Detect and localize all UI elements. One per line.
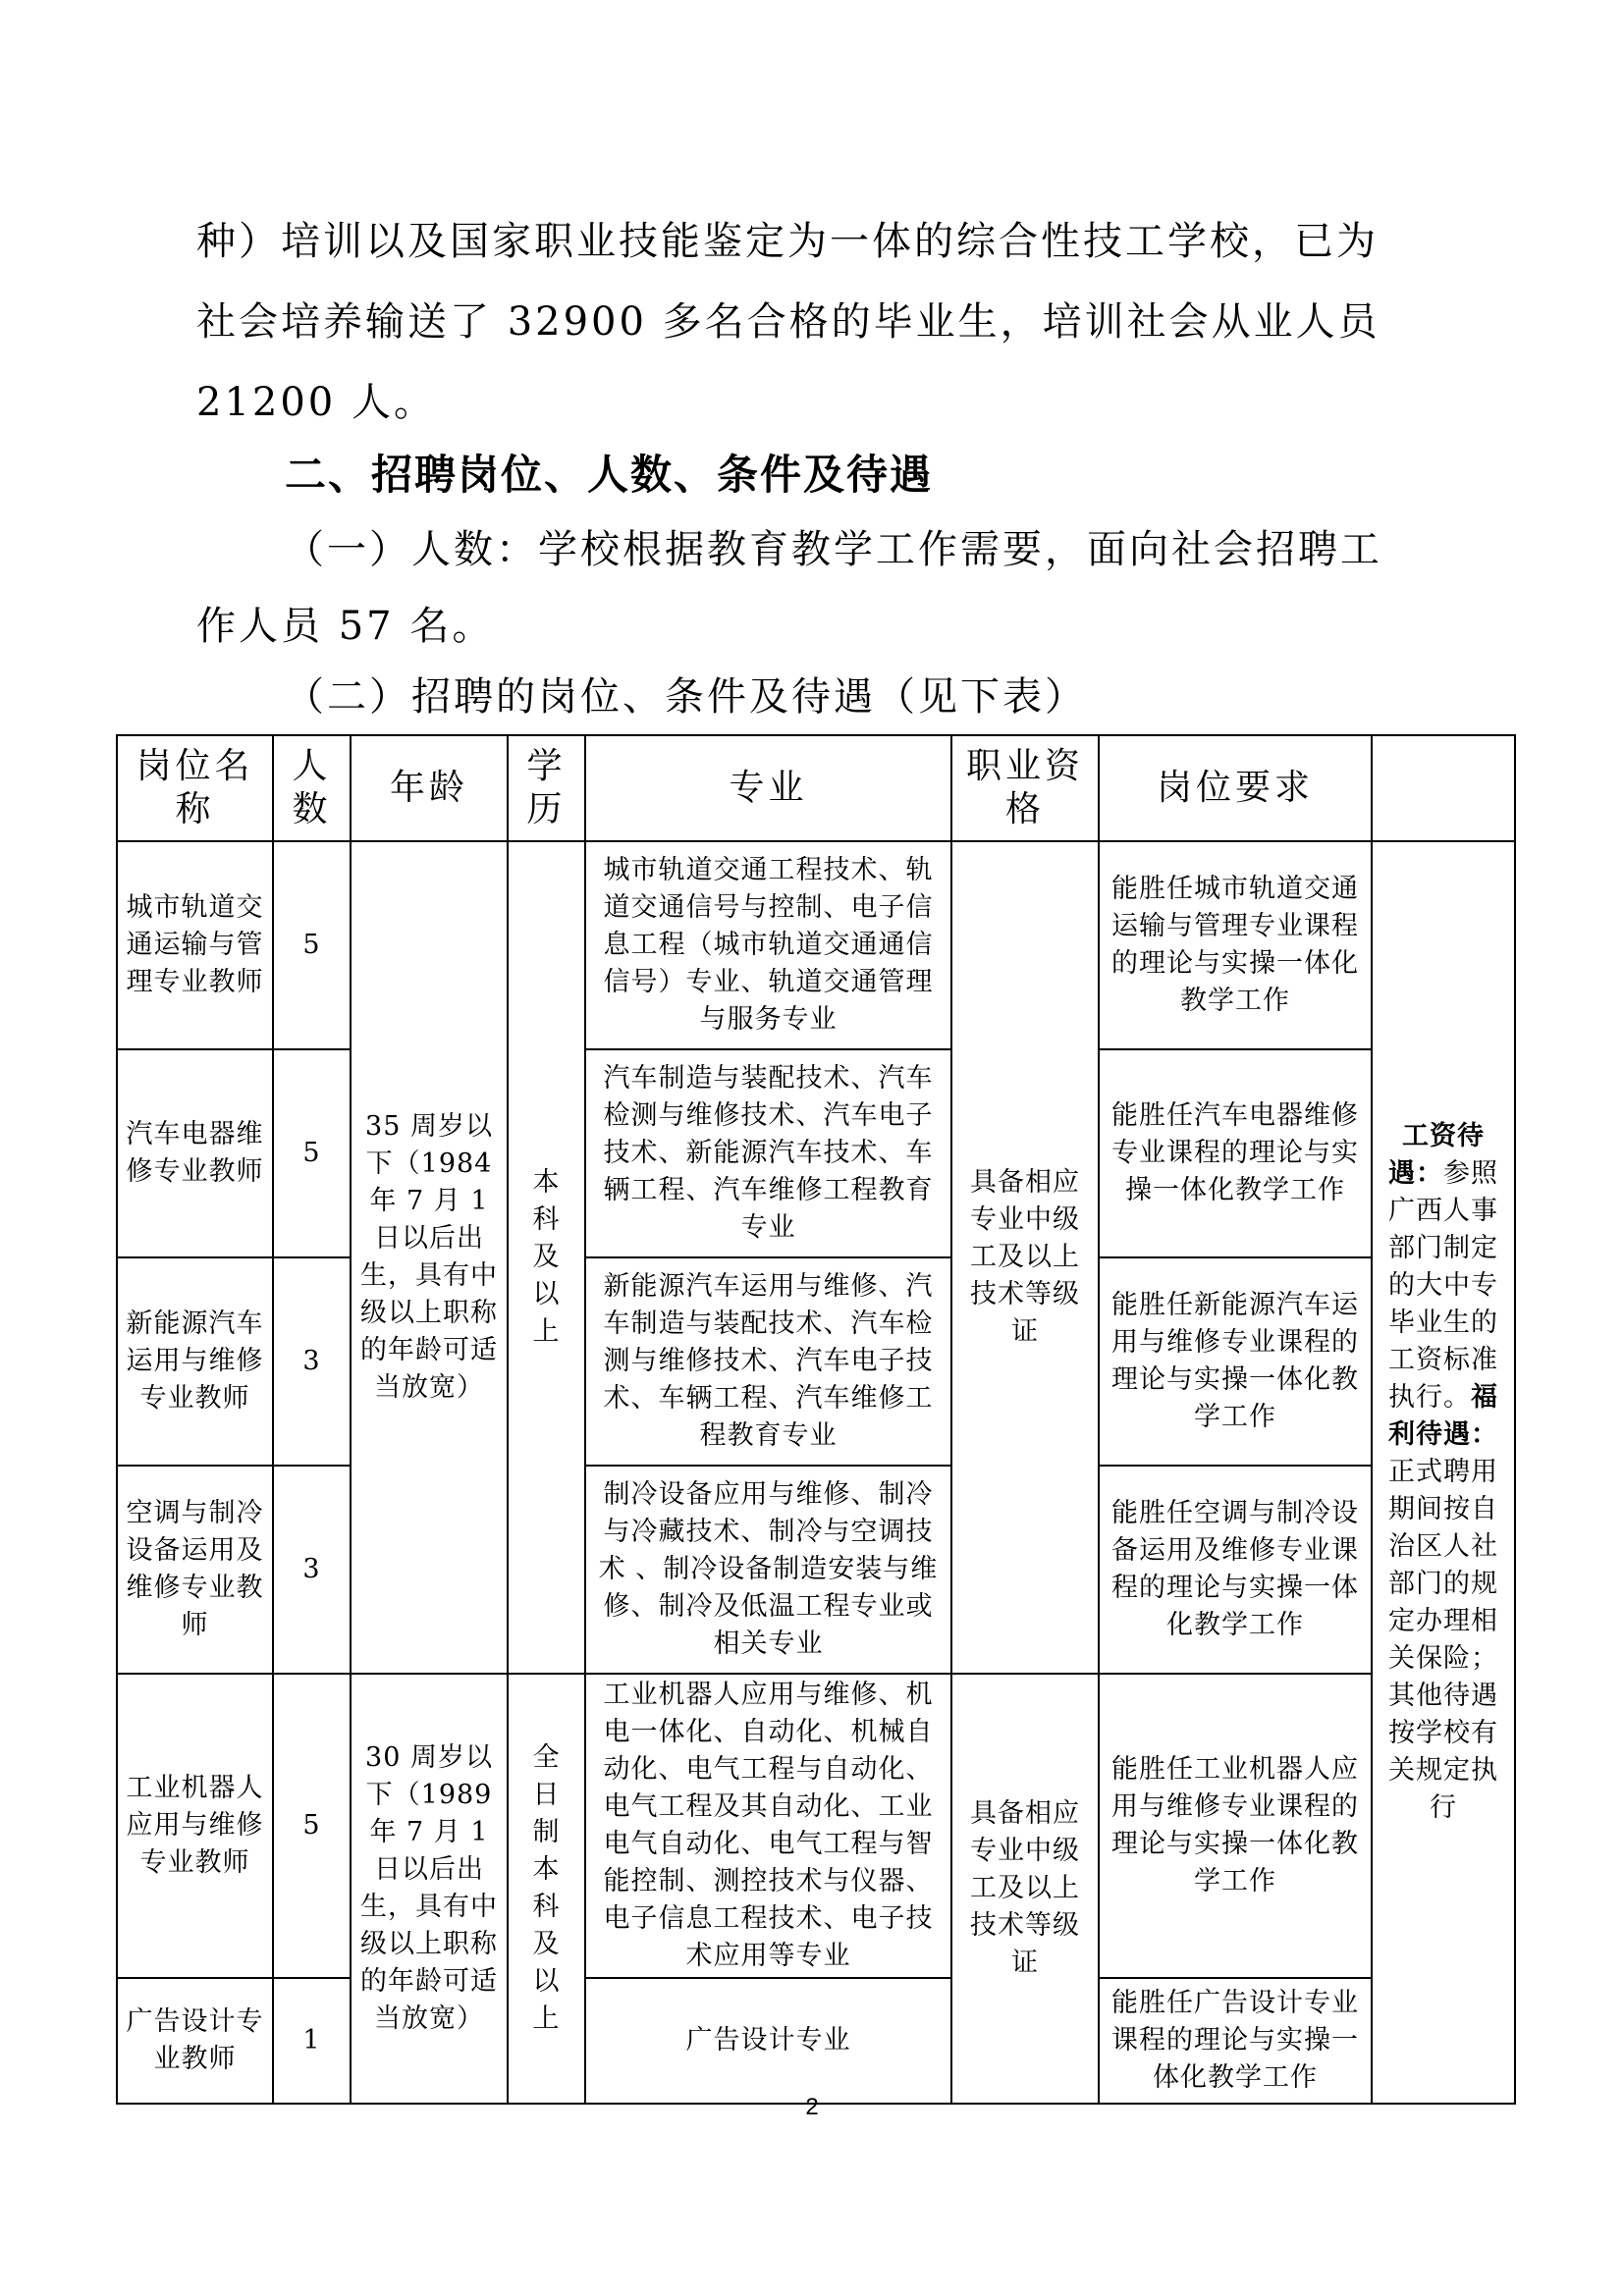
table-row [117,1674,1515,1978]
intro-line-3: 21200 人。 [196,380,436,425]
cell-post: 新能源汽车运用与维修专业教师 [117,1257,273,1466]
count-line-2: 作人员 57 名。 [196,604,495,649]
welfare-text: 正式聘用期间按自治区人社部门的规定办理相关保险；其他待遇按学校有关规定执行 [1388,1457,1498,1823]
header-post: 岗位名称 [117,735,273,841]
table-row [117,1257,1515,1466]
cell-major: 新能源汽车运用与维修、汽车制造与装配技术、汽车检测与维修技术、汽车电子技术、车辆工程、汽车维修工程教育专业 [585,1257,951,1466]
count-line-1: （一）人数：学校根据教育教学工作需要，面向社会招聘工 [285,527,1382,572]
cell-post: 城市轨道交通运输与管理专业教师 [117,841,273,1049]
cell-edu-group-1: 本科及以上 [508,841,585,1674]
cell-req: 能胜任空调与制冷设备运用及维修专业课程的理论与实操一体化教学工作 [1099,1466,1372,1674]
cell-qual-group-2: 具备相应专业中级工及以上技术等级证 [951,1674,1099,2104]
cell-count: 5 [273,1674,351,1978]
cell-major: 工业机器人应用与维修、机电一体化、自动化、机械自动化、电气工程与自动化、电气工程及其自动化、工业电气自动化、电气工程与智能控制、测控技术与仪器、电子信息工程技术、电子技术应用等专业 [585,1674,951,1978]
cell-benefit [1372,841,1515,2104]
page-number: 2 [805,2094,819,2120]
cell-major: 广告设计专业 [585,1978,951,2104]
header-edu: 学历 [508,735,585,841]
table-row [117,1466,1515,1674]
cell-count: 5 [273,841,351,1049]
cell-major: 制冷设备应用与维修、制冷与冷藏技术、制冷与空调技术 、制冷设备制造安装与维修、制冷及低温工程专业或相关专业 [585,1466,951,1674]
cell-post: 广告设计专业教师 [117,1978,273,2104]
salary-label: 工资待遇： [1388,1121,1485,1189]
cell-req: 能胜任汽车电器维修专业课程的理论与实操一体化教学工作 [1099,1049,1372,1257]
header-major: 专业 [585,735,951,841]
cell-qual-group-1: 具备相应专业中级工及以上技术等级证 [951,841,1099,1674]
cell-post: 汽车电器维修专业教师 [117,1049,273,1257]
intro-line-2: 社会培养输送了 32900 多名合格的毕业生，培训社会从业人员 [196,299,1380,345]
table-header-row [117,735,1515,841]
salary-text: 参照广西人事部门制定的大中专毕业生的工资标准执行。 [1388,1158,1498,1413]
cell-age-group-1: 35 周岁以下（1984 年 7 月 1 日以后出生，具有中级以上职称的年龄可适当放宽） [351,841,508,1674]
table-caption: （二）招聘的岗位、条件及待遇（见下表） [285,674,1087,720]
table-row [117,1049,1515,1257]
cell-count: 3 [273,1257,351,1466]
cell-req: 能胜任广告设计专业课程的理论与实操一体化教学工作 [1099,1978,1372,2104]
welfare-label: 福利待遇： [1388,1382,1498,1450]
cell-count: 1 [273,1978,351,2104]
cell-req: 能胜任工业机器人应用与维修专业课程的理论与实操一体化教学工作 [1099,1674,1372,1978]
header-qual: 职业资格 [951,735,1099,841]
header-age: 年龄 [351,735,508,841]
cell-req: 能胜任新能源汽车运用与维修专业课程的理论与实操一体化教学工作 [1099,1257,1372,1466]
cell-age-group-2: 30 周岁以下（1989 年 7 月 1 日以后出生，具有中级以上职称的年龄可适当放宽） [351,1674,508,2104]
cell-count: 5 [273,1049,351,1257]
section-heading: 二、招聘岗位、人数、条件及待遇 [285,451,934,499]
cell-count: 3 [273,1466,351,1674]
cell-edu-group-2: 全日制本科及以上 [508,1674,585,2104]
header-count: 人数 [273,735,351,841]
intro-line-1: 种）培训以及国家职业技能鉴定为一体的综合性技工学校，已为 [196,219,1379,264]
header-extra [1372,735,1515,841]
recruitment-table [116,734,1516,2105]
cell-major: 汽车制造与装配技术、汽车检测与维修技术、汽车电子技术、新能源汽车技术、车辆工程、汽车维修工程教育专业 [585,1049,951,1257]
cell-post: 工业机器人应用与维修专业教师 [117,1674,273,1978]
header-req: 岗位要求 [1099,735,1372,841]
cell-req: 能胜任城市轨道交通运输与管理专业课程的理论与实操一体化教学工作 [1099,841,1372,1049]
table-row [117,1978,1515,2104]
table-row [117,841,1515,1049]
cell-major: 城市轨道交通工程技术、轨道交通信号与控制、电子信息工程（城市轨道交通通信信号）专业、轨道交通管理与服务专业 [585,841,951,1049]
cell-post: 空调与制冷设备运用及维修专业教师 [117,1466,273,1674]
